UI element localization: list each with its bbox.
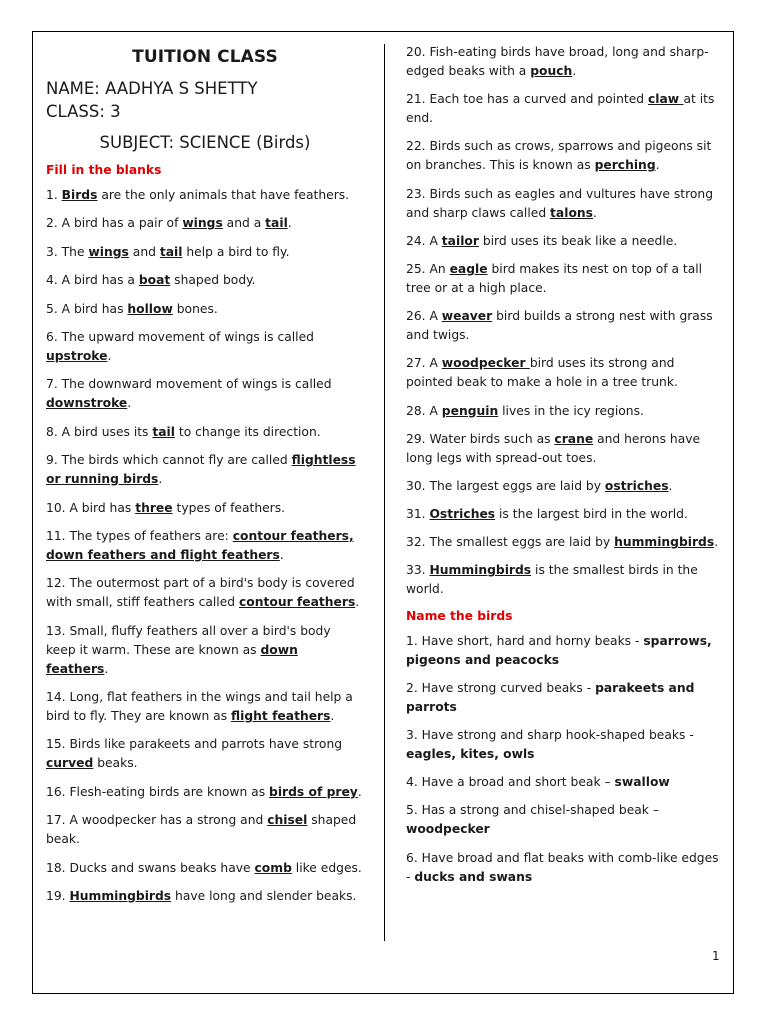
answer-text: wings xyxy=(88,244,129,259)
questions-list-left xyxy=(46,186,364,906)
question-item xyxy=(406,307,724,345)
question-text: 28. A xyxy=(406,403,442,418)
question-item xyxy=(46,300,364,319)
question-text: 18. Ducks and swans beaks have xyxy=(46,860,255,875)
name-birds-item xyxy=(406,773,724,792)
question-item xyxy=(406,477,724,496)
question-text: 21. Each toe has a curved and pointed xyxy=(406,92,648,107)
answer-text: boat xyxy=(138,273,171,288)
question-text: 22. Birds such as crows, sparrows and pigeons sit on branches. This is known as xyxy=(406,139,712,173)
question-text: 14. Long, flat feathers in the wings and tail help a bird to fly. They are known as xyxy=(46,690,353,724)
question-item xyxy=(406,402,724,421)
question-text: 32. The smallest eggs are laid by xyxy=(406,535,615,550)
answer-text: pouch xyxy=(530,64,573,78)
question-item xyxy=(406,430,724,468)
question-item xyxy=(406,561,724,599)
answer-text: swallow xyxy=(614,775,670,790)
question-item xyxy=(46,887,364,906)
question-text: 2. A bird has a pair of xyxy=(46,216,183,231)
answer-text: flight feathers xyxy=(231,709,331,724)
question-item xyxy=(46,214,364,233)
question-text: and xyxy=(128,244,160,259)
question-item xyxy=(46,328,364,366)
answer-text: talons xyxy=(550,205,593,220)
question-text: bones. xyxy=(172,301,218,316)
question-text: 1. Have short, hard and horny beaks - xyxy=(406,633,644,648)
question-item xyxy=(46,451,364,489)
question-text: . xyxy=(127,396,132,411)
question-text: 2. Have strong curved beaks - xyxy=(406,680,596,695)
answer-text: flightless or running birds xyxy=(46,453,356,487)
question-text: . xyxy=(714,535,719,550)
right-column xyxy=(406,43,724,896)
answer-text: Hummingbirds xyxy=(429,563,532,578)
question-item xyxy=(46,186,364,205)
question-text: and a xyxy=(222,216,266,231)
question-item xyxy=(46,859,364,878)
question-item xyxy=(46,375,364,413)
question-item xyxy=(46,499,364,518)
question-text: 6. The upward movement of wings is called xyxy=(46,329,314,344)
left-column xyxy=(46,42,364,915)
answer-text: perching xyxy=(594,158,656,173)
answer-text: chisel xyxy=(267,813,308,828)
question-text: is the smallest birds in the world. xyxy=(406,563,698,597)
question-text: 15. Birds like parakeets and parrots have strong xyxy=(46,737,343,752)
question-item xyxy=(46,735,364,773)
question-text: . xyxy=(287,216,292,231)
question-text: 7. The downward movement of wings is called xyxy=(46,377,332,392)
question-item xyxy=(46,783,364,802)
answer-text: tail xyxy=(159,244,183,259)
question-text: types of feathers. xyxy=(172,500,286,515)
question-item xyxy=(406,90,724,128)
name-birds-list xyxy=(406,632,724,887)
answer-text: downstroke xyxy=(46,396,128,411)
answer-text: tail xyxy=(152,424,175,439)
question-item xyxy=(46,271,364,290)
question-text: like edges. xyxy=(291,860,362,875)
question-text: 27. A xyxy=(406,356,442,371)
name-birds-item xyxy=(406,849,724,887)
question-text: 17. A woodpecker has a strong and xyxy=(46,813,268,828)
question-text: 10. A bird has xyxy=(46,500,136,515)
name-birds-item xyxy=(406,801,724,839)
question-item xyxy=(46,688,364,726)
answer-text: claw xyxy=(648,92,684,107)
question-text: 6. Have broad and flat beaks with comb-like edges - xyxy=(406,850,719,884)
question-text: 8. A bird uses its xyxy=(46,424,153,439)
question-text: . xyxy=(330,709,335,724)
answer-text: hummingbirds xyxy=(614,535,715,550)
answer-text: eagle xyxy=(449,261,488,276)
answer-text: Ostriches xyxy=(429,507,496,522)
question-text: 16. Flesh-eating birds are known as xyxy=(46,784,270,799)
question-text: . xyxy=(279,547,284,562)
answer-text: contour feathers xyxy=(239,595,356,610)
question-text: 13. Small, fluffy feathers all over a bird's body keep it warm. These are known as xyxy=(46,623,331,657)
question-text: lives in the icy regions. xyxy=(498,403,644,418)
name-birds-item xyxy=(406,726,724,764)
answer-text: birds of prey xyxy=(269,784,358,799)
question-text: bird builds a strong nest with grass and twigs. xyxy=(406,309,713,343)
question-text: bird uses its beak like a needle. xyxy=(478,233,678,248)
question-text: 12. The outermost part of a bird's body is covered with small, stiff feathers called xyxy=(46,576,355,610)
question-text: and herons have long legs with spread-out toes. xyxy=(406,431,701,465)
section-heading-fill-blanks: Fill in the blanks xyxy=(46,163,162,177)
question-text: at its end. xyxy=(406,92,715,126)
question-item xyxy=(46,423,364,442)
answer-text: wings xyxy=(182,216,223,231)
question-text: 25. An xyxy=(406,261,450,276)
answer-text: sparrows, pigeons and peacocks xyxy=(406,633,712,667)
subject-heading: SUBJECT: SCIENCE (Birds) xyxy=(99,133,311,152)
answer-text: weaver xyxy=(441,309,493,324)
answer-text: Hummingbirds xyxy=(69,889,172,904)
question-item xyxy=(406,185,724,223)
question-item xyxy=(406,43,724,81)
question-text: are the only animals that have feathers. xyxy=(97,188,350,202)
questions-list-right xyxy=(406,43,724,599)
question-item xyxy=(406,505,724,524)
question-text: beaks. xyxy=(93,756,138,771)
answer-text: hollow xyxy=(127,301,173,316)
answer-text: ducks and swans xyxy=(414,869,533,884)
question-text: . xyxy=(355,595,360,610)
question-text: 3. Have strong and sharp hook-shaped beaks - xyxy=(406,728,694,742)
question-item xyxy=(406,137,724,175)
answer-text: down feathers xyxy=(46,642,298,676)
question-text: 29. Water birds such as xyxy=(406,431,555,446)
question-text: 19. xyxy=(46,889,70,904)
question-text: . xyxy=(655,158,660,173)
answer-text: comb xyxy=(254,860,292,875)
question-text: 9. The birds which cannot fly are called xyxy=(46,453,292,468)
answer-text: parakeets and parrots xyxy=(406,680,695,714)
answer-text: eagles, kites, owls xyxy=(406,747,535,761)
question-item xyxy=(406,260,724,298)
question-text: 5. Has a strong and chisel-shaped beak – xyxy=(406,803,659,818)
document-title: TUITION CLASS xyxy=(132,47,278,67)
question-text: is the largest bird in the world. xyxy=(495,507,688,522)
question-text: 5. A bird has xyxy=(46,301,128,316)
answer-text: tailor xyxy=(441,233,479,248)
question-item xyxy=(46,622,364,679)
answer-text: ostriches xyxy=(604,478,669,493)
question-item xyxy=(46,574,364,612)
answer-text: woodpecker xyxy=(441,356,530,371)
answer-text: woodpecker xyxy=(406,822,490,837)
question-text: 30. The largest eggs are laid by xyxy=(406,478,605,493)
question-item xyxy=(406,533,724,552)
question-text: 24. A xyxy=(406,233,442,248)
question-text: . xyxy=(592,205,597,220)
answer-text: contour feathers, down feathers and flight feathers xyxy=(46,528,354,562)
student-name: NAME: AADHYA S SHETTY xyxy=(46,79,258,98)
question-text: 3. The xyxy=(46,244,89,259)
question-item xyxy=(46,527,364,565)
question-text: . xyxy=(104,661,109,676)
column-divider xyxy=(384,44,385,941)
answer-text: three xyxy=(135,500,173,515)
name-birds-item xyxy=(406,632,724,670)
question-text: 4. Have a broad and short beak – xyxy=(406,775,615,790)
answer-text: penguin xyxy=(441,403,499,418)
question-text: help a bird to fly. xyxy=(182,244,290,259)
question-text: 23. Birds such as eagles and vultures have strong and sharp claws called xyxy=(406,186,714,220)
question-item xyxy=(46,243,364,262)
question-text: . xyxy=(357,784,362,799)
question-text: . xyxy=(572,64,577,78)
question-text: 11. The types of feathers are: xyxy=(46,528,233,543)
question-item xyxy=(46,811,364,849)
question-text: 1. xyxy=(46,188,62,202)
question-text: bird uses its strong and pointed beak to make a hole in a tree trunk. xyxy=(406,356,678,390)
student-class: CLASS: 3 xyxy=(46,102,121,121)
question-text: 33. xyxy=(406,563,430,578)
question-item xyxy=(406,354,724,392)
question-text: shaped beak. xyxy=(46,813,357,847)
question-text: have long and slender beaks. xyxy=(171,889,357,904)
question-text: . xyxy=(107,348,112,363)
section-heading-name-birds: Name the birds xyxy=(406,608,513,623)
page-number: 1 xyxy=(712,949,720,963)
question-item xyxy=(406,232,724,251)
question-text: bird makes its nest on top of a tall tree or at a high place. xyxy=(406,261,703,295)
answer-text: upstroke xyxy=(46,348,108,363)
answer-text: crane xyxy=(554,431,594,446)
answer-text: tail xyxy=(265,216,288,231)
name-birds-item xyxy=(406,679,724,717)
question-text: . xyxy=(158,472,163,487)
answer-text: curved xyxy=(46,756,94,771)
answer-text: Birds xyxy=(61,188,98,202)
question-text: 31. xyxy=(406,507,430,522)
question-text: 26. A xyxy=(406,309,442,324)
question-text: . xyxy=(668,478,673,493)
question-text: shaped body. xyxy=(170,273,256,288)
question-text: 4. A bird has a xyxy=(46,273,139,288)
question-text: to change its direction. xyxy=(174,424,321,439)
question-text: 20. Fish-eating birds have broad, long and sharp-edged beaks with a xyxy=(406,45,709,78)
